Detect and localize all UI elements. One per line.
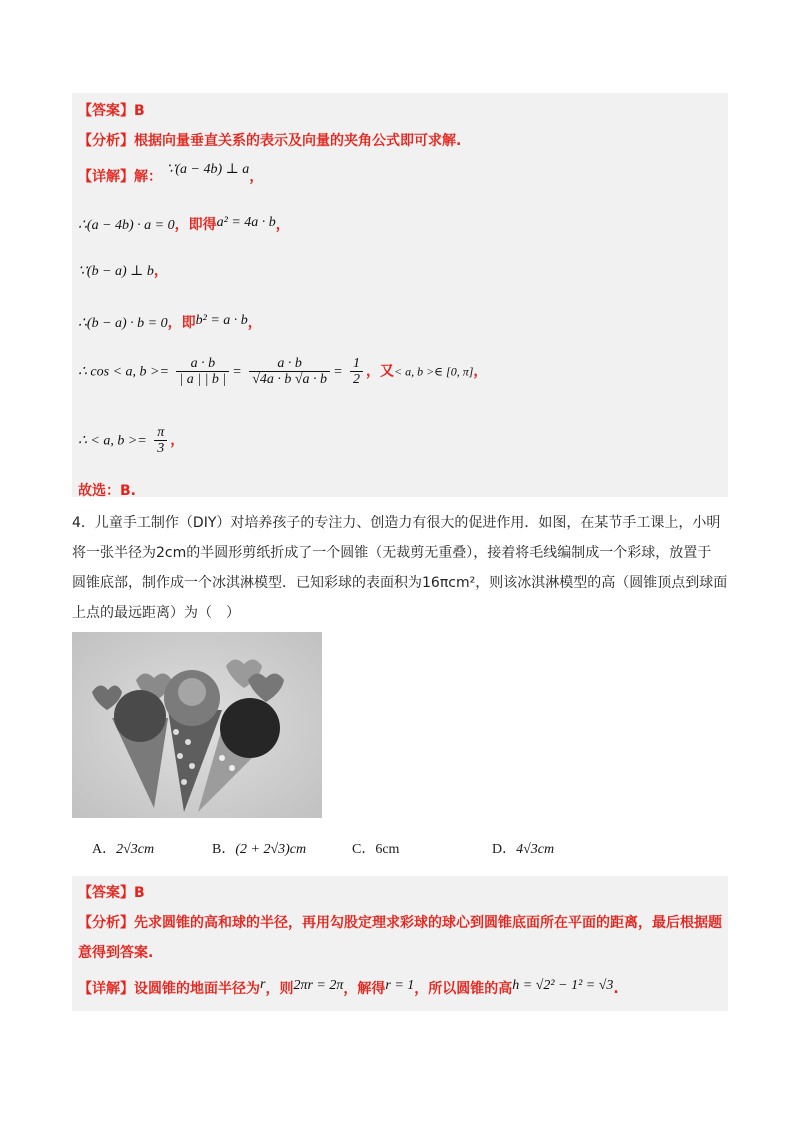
math-dot-zero-2: ∴(b − a) · b = 0 xyxy=(78,316,168,331)
analysis-label: 【分析】 xyxy=(78,915,134,931)
detail-label: 【详解】 xyxy=(78,981,134,997)
option-a[interactable]: A．2√3cm xyxy=(92,842,155,857)
answer-label: 【答案】 xyxy=(78,103,134,119)
math-perp-1: ∵(a − 4b) ⊥ a xyxy=(166,162,250,177)
question-number: 4． xyxy=(72,515,95,531)
analysis-text: 根据向量垂直关系的表示及向量的夹角公式即可求解. xyxy=(134,133,462,149)
ice-cream-illustration xyxy=(72,632,322,818)
analysis-label: 【分析】 xyxy=(78,133,134,149)
math-height: h = √2² − 1² = √3 xyxy=(512,978,614,993)
detail-line-4: ∴(b − a) · b = 0，即b² = a · b， xyxy=(78,313,262,331)
math-b-squared: b² = a · b xyxy=(195,313,248,328)
question-4 xyxy=(72,508,732,628)
detail-line-1: 【详解】解： ∵(a − 4b) ⊥ a， xyxy=(78,162,264,185)
analysis-line-2b xyxy=(78,942,153,962)
analysis-text-cont: 意得到答案. xyxy=(78,945,154,961)
answer-value: B xyxy=(134,103,145,119)
math-circumference: 2πr = 2π xyxy=(293,978,344,993)
detail-line-b2: 【详解】设圆锥的地面半径为r，则2πr = 2π，解得r = 1，所以圆锥的高h = √2² − 1² = √3. xyxy=(78,977,619,997)
math-perp-2: ∵(b − a) ⊥ b xyxy=(78,264,154,279)
answer-line-2 xyxy=(78,882,145,902)
conclusion-line xyxy=(78,480,136,500)
connector-text: ，即 xyxy=(167,315,196,331)
detail-line-6: ∴ < a, b >= $\frac{\pi}{3}$ ， xyxy=(78,425,185,456)
math-cos-lhs: ∴ cos < a, b >= xyxy=(78,364,169,380)
math-angle-lhs: ∴ < a, b >= xyxy=(78,433,147,449)
option-d[interactable]: D．4√3cm xyxy=(492,842,555,857)
ice-cream-photo xyxy=(72,632,322,818)
analysis-line-1 xyxy=(78,130,461,150)
connector-text: ，又 xyxy=(365,363,394,380)
fraction-2: $\frac{a \cdot b}{√4a \cdot b √a \cdot b}$ xyxy=(249,356,330,387)
conclusion-text: 故选：B. xyxy=(78,483,136,499)
answer-value: B xyxy=(134,885,145,901)
detail-intro: 解： xyxy=(134,169,162,185)
fraction-1: $\frac{a \cdot b}{| a | | b |}$ xyxy=(176,356,229,387)
answer-line-1 xyxy=(78,100,145,120)
analysis-text: 先求圆锥的高和球的半径，再用勾股定理求彩球的球心到圆锥底面所在平面的距离，最后根据题 xyxy=(134,915,722,931)
question-line-2: 将一张半径为2cm的半圆形剪纸折成了一个圆锥（无裁剪无重叠），接着将毛线编制成一个彩球，放置于 xyxy=(72,545,712,561)
detail-label: 【详解】 xyxy=(78,169,134,185)
answer-label: 【答案】 xyxy=(78,885,134,901)
connector-text: ，即得 xyxy=(174,217,217,233)
detail-line-2: ∴(a − 4b) · a = 0，即得a² = 4a · b， xyxy=(78,215,290,233)
math-dot-zero-1: ∴(a − 4b) · a = 0 xyxy=(78,218,175,233)
option-b[interactable]: B．(2 + 2√3)cm xyxy=(212,842,307,857)
fraction-half: $\frac{1}{2}$ xyxy=(350,356,363,387)
fraction-pi-3: $\frac{\pi}{3}$ xyxy=(154,425,167,456)
analysis-line-2 xyxy=(78,912,722,932)
math-angle-range: < a, b >∈ [0, π] xyxy=(393,364,474,379)
question-line-1: 4．儿童手工制作（DIY）对培养孩子的专注力、创造力有很大的促进作用．如图，在某节手工课上，小明 xyxy=(72,515,721,531)
question-line-4: 上点的最远距离）为（ ） xyxy=(72,605,240,621)
math-r-equals: r = 1 xyxy=(385,978,415,993)
question-line-3: 圆锥底部，制作成一个冰淇淋模型．已知彩球的表面积为16πcm²，则该冰淇淋模型的高（圆锥顶点到球面 xyxy=(72,575,728,591)
math-r: r xyxy=(260,977,266,992)
math-a-squared: a² = 4a · b xyxy=(216,215,276,230)
option-c[interactable]: C．6cm xyxy=(352,842,400,857)
detail-line-3: ∵(b − a) ⊥ b， xyxy=(78,263,168,279)
detail-line-5: ∴ cos < a, b >= $\frac{a \cdot b}{| a | | b |}$ = $\frac{a \cdot b}{√4a \cdot b √a \cdot b}$ = $\frac{1}{2}$ ，又< a, b >∈ [0, π]， xyxy=(78,356,488,387)
